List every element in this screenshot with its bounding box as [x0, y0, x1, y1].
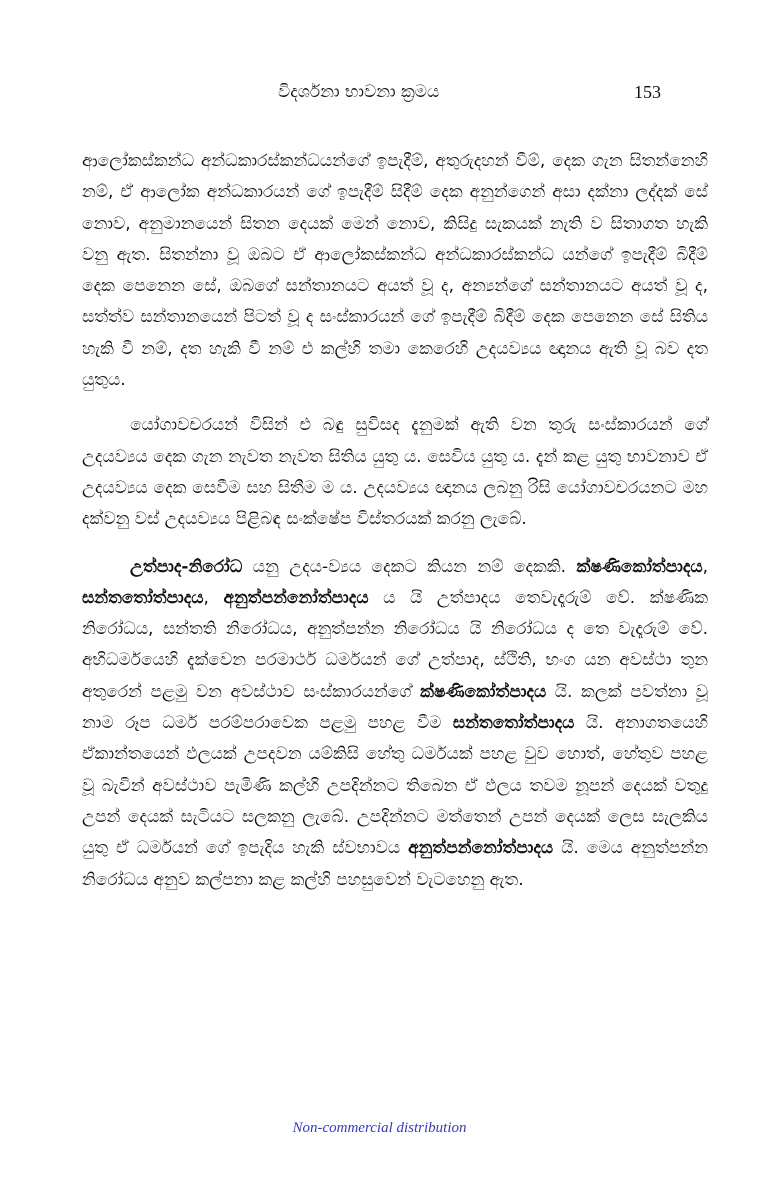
- page-number: 153: [634, 82, 661, 102]
- paragraph-3: [82, 552, 708, 896]
- bold-term: සන්තතෝත්පාදය: [82, 587, 204, 608]
- text-segment: යි. මෙය අනුත්පන්න නිරෝධය අනුව කල්පනා කළ කල්හි පහසුවෙන් වැටහෙනු ඇත.: [82, 838, 708, 890]
- bold-term: උත්පාද-නිරෝධ: [130, 556, 243, 577]
- paragraph-spacer: [82, 396, 708, 410]
- bold-term: ක්ෂණිකෝත්පාදය: [420, 681, 547, 702]
- paragraph-2: යෝගාවචරයන් විසින් එ බඳු සුවිසද දැනුමක් ඇති වන තුරු සංස්කාරයන් ගේ උදයව්‍යය දෙක ගැන නැවත නැවත සිතිය යුතු ය. සෙවිය යුතු ය. දැන් කළ යුතු භාවනාව ඒ උදයව්‍යය දෙක සෙවීම සහ සිතීම ම ය. උදයව්‍යය ඥානය ලබනු රිසි යෝගාවචරයනට මහ දක්වනු වස් උදයව්‍යය පිළිබඳ සංක්ෂේප විස්තරයක් කරනු ලැබේ.: [82, 415, 708, 530]
- bold-term: ක්ෂණිකෝත්පාදය: [576, 556, 703, 577]
- bold-term: සන්තතෝත්පාදය: [452, 713, 575, 734]
- paragraph-1: ආලෝකස්කන්ධ අන්ධකාරස්කන්ධයන්ගේ ඉපැදීම්, අතුරුදහන් වීම්, දෙක ගැන සිතන්නෙහි නම්, ඒ ආලෝක අන්ධකාරයන් ගේ ඉපැදීම් සිදීම් දෙක අනුන්ගෙන් අසා දක්නා ලද්දක් සේ නොව, අනුමානයෙන් සිතන දෙයක් මෙන් නොව, කිසිදු සැකයක් නැති ව සිතාගත හැකි වනු ඇත. සිතන්නා වූ ඔබට ඒ ආලෝකස්කන්ධ අන්ධකාරස්කන්ධ යන්ගේ ඉපැදීම් බිදීම් දෙක පෙනෙන සේ, ඔබගේ සන්තානයට අයත් වූ ද, අන්‍යන්ගේ සන්තානයට අයත් වූ ද, සත්ත්ව සන්තානයෙන් පිටත් වූ ද සංස්කාරයන් ගේ ඉපැදීම් බිදීම් දෙක පෙනෙන සේ සිතිය හැකි වී නම්, දත හැකි වී නම් එ කල්හි තමා කෙරෙහි උදයව්‍යය ඥානය ඇති වූ බව දත යුතුය.: [82, 151, 708, 391]
- text-segment: යනු උදය-ව්‍යය දෙකට කියන නම් දෙකකි.: [242, 556, 577, 577]
- text-segment: යි. කලක් පවත්නා වූ නාම රූප ධර්ම පරම්පරාවෙක පළමු පහළ වීම: [82, 681, 708, 734]
- text-segment: ය යි උත්පාදය තෙවැදෑරුම් වේ. ක්ෂණික නිරෝධය, සන්තති නිරෝධය, අනුත්පන්න නිරෝධය යි නිරෝධය ද තෙ වැදෑරුම් වේ. අභිධර්මයෙහි දැක්වෙන පරමාර්ථ ධර්මයන් ගේ උත්පාද, ස්ථිති, භංග යන අවස්ථා තුන අතුරෙන් පළමු වන අවස්ථාව සංස්කාරයන්ගේ: [82, 587, 708, 702]
- body-text: [82, 146, 708, 896]
- chapter-title: විදර්ශනා භාවනා ක්‍රමය: [278, 82, 440, 102]
- bold-term: අනුත්පන්නෝත්පාදය: [223, 587, 369, 608]
- text-segment: ,: [203, 587, 224, 608]
- text-segment: ,: [702, 556, 708, 577]
- text-segment: යි. අනාගතයෙහි ඒකාන්තයෙන් ඵලයක් උපදවන යම්කිසි හේතු ධර්මයක් පහළ වුව හොත්, හේතුව පහළ වූ බැවින් අවස්ථාව පැමිණි කල්හි උපදින්නට තිබෙන ඒ ඵලය තවම නූපන් දෙයක් වතුදු උපන් දෙයක් සැටියට සලකනු ලැබේ. උපදින්නට මත්තෙන් උපන් දෙයක් ලෙස සැලකිය යුතු ඒ ධර්මයන් ගේ ඉපැදිය හැකි ස්වභාවය: [82, 713, 708, 859]
- bold-term: අනුත්පන්නෝත්පාදය: [408, 838, 554, 859]
- paragraph-spacer: [82, 536, 708, 552]
- running-header: [0, 82, 759, 108]
- distribution-notice: Non-commercial distribution: [292, 1120, 467, 1136]
